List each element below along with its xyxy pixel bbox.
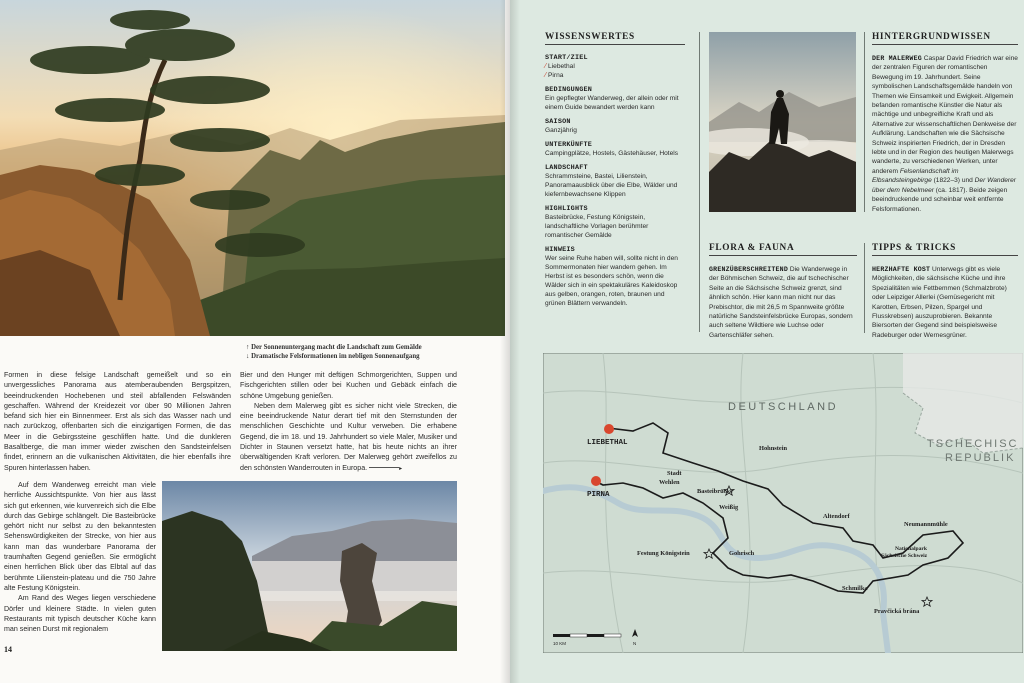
label-bedingungen: BEDINGUNGEN (545, 86, 593, 94)
map-label-liebethal: LIEBETHAL (587, 439, 628, 447)
left-page (0, 0, 510, 683)
caption-line-1: ↑ Der Sonnenuntergang macht die Landschaft zum Gemälde (246, 344, 422, 351)
north-label: N (633, 641, 637, 646)
label-landschaft: LANDSCHAFT (545, 164, 588, 172)
photo-caption (246, 343, 458, 361)
start-item (545, 71, 685, 80)
start-item (545, 62, 685, 71)
article-column-1: Formen in diese felsige Landschaft gemeißelt und so ein unvergessliches Panorama aus atemberaubenden Bergspitzen, beeindruckenden Hochebenen und steil abfallenden Felswänden geschaffen. Während der Kreidezeit vor über 90 Millionen Jahren befand sich hier ein Binnenmeer. Erst als sich das Wasser nach und nach zurückzog, offenbarten sich die einzigartigen Formen, die das Meer in die Gebirgssteine geschliffen hatte. Und die dunkleren Basaltberge, die man immer wieder zwischen den Sandsteinfelsen findet, erinnern an die vulkanischen Aktivitäten, die hier ebenfalls ihre Spuren hinterlassen haben. (4, 371, 231, 472)
article-column-2 (240, 370, 457, 474)
route-map (543, 353, 1023, 653)
tipps-tricks-box (872, 243, 1018, 340)
paragraph (240, 401, 457, 474)
map-label-festung-koenigstein: Festung Königstein (637, 550, 690, 557)
lead-in: HERZHAFTE KOST (872, 266, 931, 273)
map-label-nationalpark: Nationalpark (895, 546, 928, 552)
start-item-text: Liebethal (548, 63, 575, 70)
paragraph: Am Rand des Weges liegen verschiedene Dörfer und kleinere Städte. In vielen guten Restaurants mit typisch deutscher Küche kann man seinen Durst mit regionalem (4, 594, 156, 634)
map-label-neumannmuehle: Neumannmühle (904, 521, 948, 528)
text-part: Caspar David Friedrich war eine der zentralen Figuren der romantischen Bewegung im 19. Jahrhundert. Seine symbolischen Landschaftsgemälde handeln von Themen wie Einsamkeit und Ewigkeit. Allgemein befanden romantische Künstler die Natur als mächtige und unbegreifliche Kraft und als Alternative zur wissenschaftlichen Denkweise der Aufklärung. Landschaften wie die Sächsische Schweiz inspirierten Friedrich, der in Dresden lebte und in der Region des heutigen Malerwegs wanderte, zu verschiedenen Werken, unter anderem (872, 55, 1018, 175)
value-bedingungen: Ein gepflegter Wanderweg, der allein oder mit einem Guide bewandert werden kann (545, 95, 679, 111)
text-part: Unterwegs gibt es viele Möglichkeiten, die sächsische Küche und ihre Spezialitäten wie Fettbemmen (Schmalzbrote) oder Leipziger Allerlei (Gemüsegericht mit Karotten, Erbsen, Pilzen, Spargel und Flusskrebsen) auszuprobieren. Bekannte Biersorten der Gegend sind beispielsweise Radeburger oder Wernesgrüner. (872, 266, 1007, 339)
location-pin-icon: ⁄ (545, 72, 547, 79)
hintergrundwissen-box (872, 32, 1018, 214)
map-label-pirna: PIRNA (587, 491, 610, 499)
spine-shadow (500, 0, 520, 683)
paragraph-text: Neben dem Malerweg gibt es sicher nicht viele Strecken, die eine beeindruckende Natur derart tief mit den Sternstunden der menschlichen Geschichte und Kultur verweben. Die erhabene Gegend, die im 18. und 19. Jahrhundert so viele Maler, Musiker und Dichter in Staunen versetzt hatte, hat bis heute nichts an ihrer überwältigenden Kraft verloren. Der Malerweg gehört zweifellos zu den schönsten Wanderrouten in Europa. (240, 401, 457, 472)
label-unterkuenfte: UNTERKÜNFTE (545, 141, 593, 149)
map-label-tschechische: TSCHECHISC (927, 438, 1019, 450)
artwork-title: Der Wanderer über dem Nebelmeer (872, 177, 1016, 194)
wanderer-painting (709, 32, 856, 212)
map-label-altendorf: Altendorf (823, 513, 850, 520)
paragraph: Bier und den Hunger mit deftigen Schmorgerichten, Suppen und Fischgerichten stillen oder bei Kuchen und Gebäck einfach die schöne Umgebung genießen. (240, 371, 457, 400)
wissenswertes-box (545, 32, 685, 308)
section-heading: FLORA & FAUNA (709, 243, 857, 256)
arrow-head-icon: ▸ (399, 465, 403, 472)
section-heading: HINTERGRUNDWISSEN (872, 32, 1018, 45)
text-part: (1822–3) und (931, 177, 975, 185)
map-label-weissig: Weißig (719, 504, 739, 511)
map-label-stadt-wehlen: Wehlen (659, 479, 680, 486)
value-landschaft: Schrammsteine, Bastei, Lilienstein, Panoramaausblick über die Elbe, Wälder und kiefernbewachsene Klippen (545, 173, 678, 198)
label-highlights: HIGHLIGHTS (545, 205, 588, 213)
column-divider (699, 32, 700, 332)
value-hinweis: Wer seine Ruhe haben will, sollte nicht in den Sommermonaten hier wandern gehen. Im Herbst ist es besonders schön, wenn die Wälder sich in ein spektakuläres Kaleidoskop aus gelben, orangen, roten, braunen und grünen Blättern verwandeln. (545, 255, 678, 307)
map-label-saechsische-schweiz: Sächsische Schweiz (881, 553, 928, 559)
text-part: Die Wanderwege in der Böhmischen Schweiz, die auf tschechischer Seite an die Sächsische Schweiz grenzt, sind ähnlich schön. Hier kann man nicht nur das Prebischtor, die mit 26,5 m Spannweite größte natürliche Sandsteinfelsbrücke Europas, sondern auch seltene Wildtiere wie Luchse oder Gartenschläfer sehen. (709, 266, 853, 339)
continue-arrow-icon (369, 467, 399, 468)
section-heading: WISSENSWERTES (545, 32, 685, 45)
map-label-pravcicka-brana: Pravčická brána (874, 608, 920, 615)
flora-text (709, 265, 857, 340)
caption-line-2: ↓ Dramatische Felsformationen im nebligen Sonnenaufgang (246, 353, 420, 360)
text-part: (ca. 1817). Beide zeigen beeindruckende und scheinbar weit entfernte Felsformationen. (872, 186, 1008, 213)
map-label-stadt-wehlen: Stadt (667, 470, 682, 477)
paragraph: Auf dem Wanderweg erreicht man viele herrliche Aussichtspunkte. Von hier aus lässt sich gut erkennen, wie kurvenreich sich die Elbe durch das Gebirge schlängelt. Die Basteibrücke gehört nicht nur selbst zu den bekanntesten Sehenswürdigkeiten der Strecke, von hier aus kann man das wunderbare Panorama der traumhaften Gegend genießen. Sie ermöglicht einen herrlichen Blick über das Elbtal auf das berühmte Lilienstein-plateau und die 750 Jahre alte Festung Königstein. (4, 481, 156, 592)
artwork-title: Felsenlandschaft im Elbsandsteingebirge (872, 167, 959, 185)
page-number: 14 (4, 645, 12, 654)
flora-fauna-box (709, 243, 857, 340)
value-unterkuenfte: Campingplätze, Hostels, Gästehäuser, Hotels (545, 150, 679, 157)
scale-label: 10 KM (553, 641, 567, 646)
lead-in: DER MALERWEG (872, 55, 922, 62)
tipps-text (872, 265, 1018, 340)
column-divider (864, 243, 865, 333)
label-saison: SAISON (545, 118, 571, 126)
label-start: START/ZIEL (545, 54, 588, 62)
column-divider (864, 32, 865, 212)
map-label-basteibruecke: Basteibrücke (697, 488, 733, 495)
location-pin-icon: ⁄ (545, 63, 547, 70)
map-label-hohnstein: Hohnstein (759, 445, 788, 452)
article-column-1-continued (4, 480, 156, 634)
start-item-text: Pirna (548, 72, 564, 79)
sunset-landscape-photo (0, 0, 505, 336)
label-hinweis: HINWEIS (545, 246, 575, 254)
hintergrund-text (872, 54, 1018, 214)
map-label-schmilka: Schmilka (842, 585, 868, 592)
value-highlights: Basteibrücke, Festung Königstein, landschaftliche Vorlagen berühmter romantischer Gemälde (545, 214, 649, 239)
map-label-republik: REPUBLIK (945, 452, 1016, 464)
rock-formation-photo (162, 481, 457, 651)
lead-in: GRENZÜBERSCHREITEND (709, 266, 788, 273)
section-heading: TIPPS & TRICKS (872, 243, 1018, 256)
start-marker-pirna (591, 476, 601, 486)
map-label-gohrisch: Gohrisch (729, 550, 755, 557)
map-label-deutschland: DEUTSCHLAND (728, 401, 839, 413)
start-marker-liebethal (604, 424, 614, 434)
value-saison: Ganzjährig (545, 127, 577, 134)
